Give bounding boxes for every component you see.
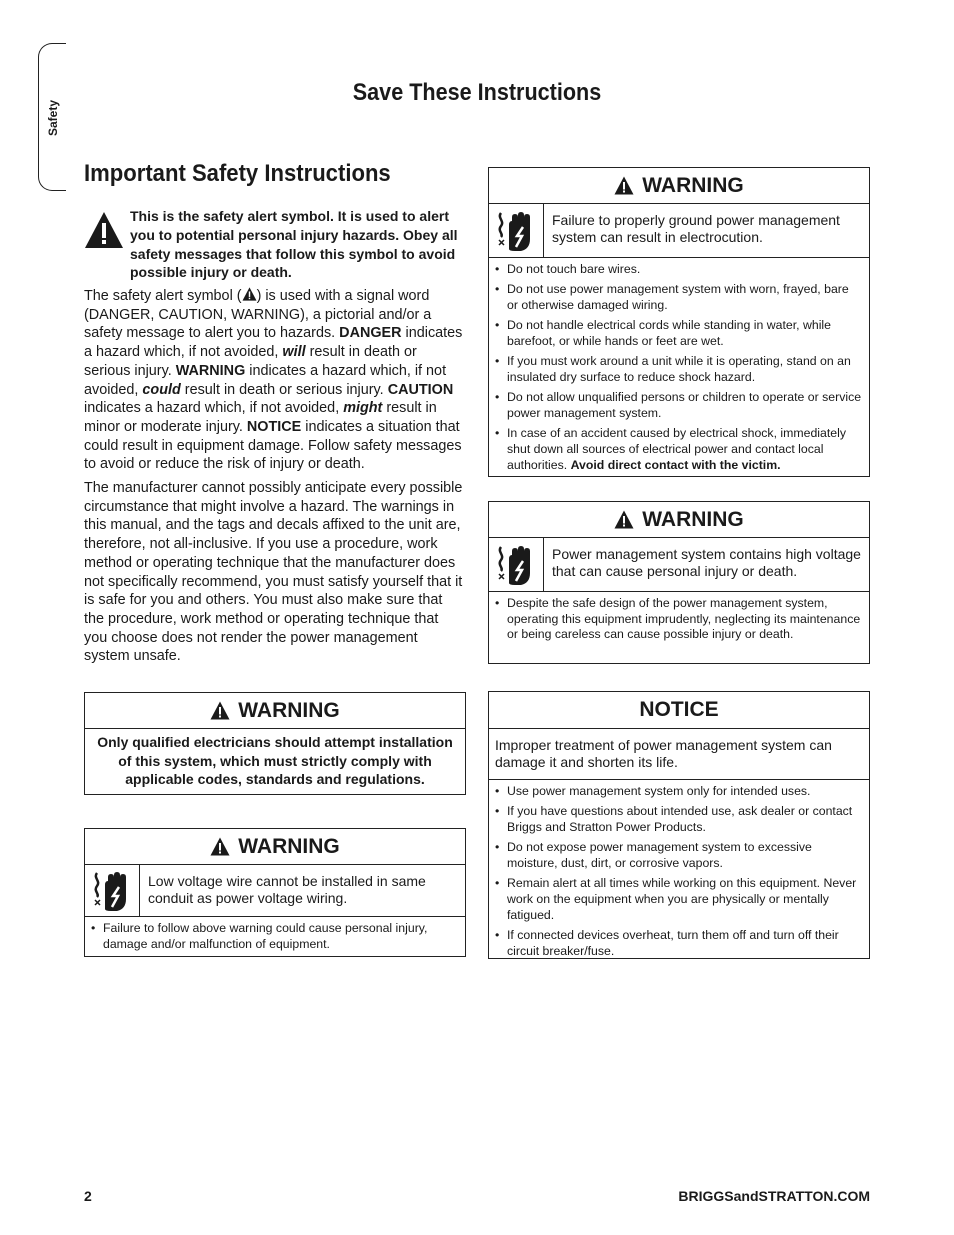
warning-box-low-voltage [84,828,466,957]
safety-alert-text: This is the safety alert symbol. It is used to alert you to potential personal injury hazards. Obey all safety messages that follow this symbol to avoid possible injury or death. [130,208,458,281]
safety-alert-icon [84,211,124,249]
warning-header [489,502,869,538]
warning-heading: WARNING [642,173,744,197]
list-item: • Do not expose power management system to excessive moisture, dust, dirt, or corrosive vapors. [495,840,863,871]
warning-bullets [85,917,465,959]
warning-heading: WARNING [238,698,340,722]
list-item: • If you must work around a unit while it is operating, stand on an insulated dry surface to reduce shock hazard. [495,354,863,385]
warning-box-high-voltage [488,501,870,664]
warning-heading: WARNING [238,834,340,858]
list-item: • Despite the safe design of the power management system, operating this equipment imprudently, neglecting its maintenance or being careless can cause possible injury or death. [495,596,863,643]
warning-triangle-icon [210,837,230,856]
electrocution-hand-icon [489,538,544,591]
list-item: • Do not touch bare wires. [495,262,863,278]
list-item: • If you have questions about intended use, ask dealer or contact Briggs and Stratton Power Products. [495,804,863,835]
warning-text: Low voltage wire cannot be installed in same conduit as power voltage wiring. [148,873,426,906]
electrocution-hand-icon [489,204,544,257]
list-item: • Use power management system only for intended uses. [495,784,863,800]
list-item: • Do not allow unqualified persons or children to operate or service power management system. [495,390,863,421]
list-item: • Do not use power management system with worn, frayed, bare or otherwise damaged wiring. [495,282,863,313]
warning-triangle-icon [210,701,230,720]
notice-box [488,691,870,959]
notice-bullets [489,780,869,966]
warning-header [489,168,869,204]
warning-box-electricians [84,692,466,795]
warning-triangle-icon [614,510,634,529]
warning-bullets [489,258,869,480]
website-footer: BRIGGSandSTRATTON.COM [678,1188,870,1204]
list-item: • Failure to follow above warning could cause personal injury, damage and/or malfunction of equipment. [91,921,459,952]
warning-bullets [489,592,869,650]
warning-text: Only qualified electricians should attempt installation of this system, which must strictly comply with applicable codes, standards and regulations. [97,734,453,787]
warning-heading: WARNING [642,507,744,531]
warning-box-ground [488,167,870,477]
side-tab [38,43,66,191]
list-item: • If connected devices overheat, turn them off and turn off their circuit breaker/fuse. [495,928,863,959]
notice-heading: NOTICE [639,698,719,721]
list-item: • Remain alert at all times while working on this equipment. Never work on the equipment when you are physically or mentally fatigued. [495,876,863,923]
side-tab-label: Safety [46,99,60,137]
warning-header [85,829,465,865]
section-title: Important Safety Instructions [84,160,391,187]
list-item: • Do not handle electrical cords while standing in water, while barefoot, or while hands or feet are wet. [495,318,863,349]
manufacturer-paragraph: The manufacturer cannot possibly anticipate every possible circumstance that might involve a hazard. The warnings in this manual, and the tags and decals affixed to the unit are, therefore, not all-inclusive. If you use a procedure, work method or operating technique that the manufacturer does not specifically recommend, you must satisfy yourself that it is safe for you and others. You must also make sure that the procedure, work method or operating technique that you choose does not render the power management system unsafe. [84,480,463,665]
warning-triangle-icon [614,176,634,195]
inline-alert-icon [242,287,257,301]
signal-words-paragraph: The safety alert symbol ( ) is used with a signal word (DANGER, CAUTION, WARNING), a pictorial and/or a safety message to alert you to hazards. DANGER indicates a hazard which, if not avoided, will result in death or serious injury. WARNING indicates a hazard which, if not avoided, could result in death or serious injury. CAUTION indicates a hazard which, if not avoided, might result in minor or moderate injury. NOTICE indicates a situation that could result in equipment damage. Follow safety messages to avoid or reduce the risk of injury or death. [84,288,463,473]
notice-text: Improper treatment of power management system can damage it and shorten its life. [489,729,869,780]
warning-text: Power management system contains high voltage that can cause personal injury or death. [552,546,861,579]
page-title: Save These Instructions [352,79,602,106]
electrocution-hand-icon [85,865,140,916]
list-item: • In case of an accident caused by electrical shock, immediately shut down all sources of electrical power and contact local authorities. Avoid direct contact with the victim. [495,426,863,473]
page-number: 2 [84,1188,92,1204]
warning-text: Failure to properly ground power management system can result in electrocution. [552,212,840,245]
safety-alert-intro [84,207,464,282]
warning-header [85,693,465,729]
notice-header [489,692,869,729]
